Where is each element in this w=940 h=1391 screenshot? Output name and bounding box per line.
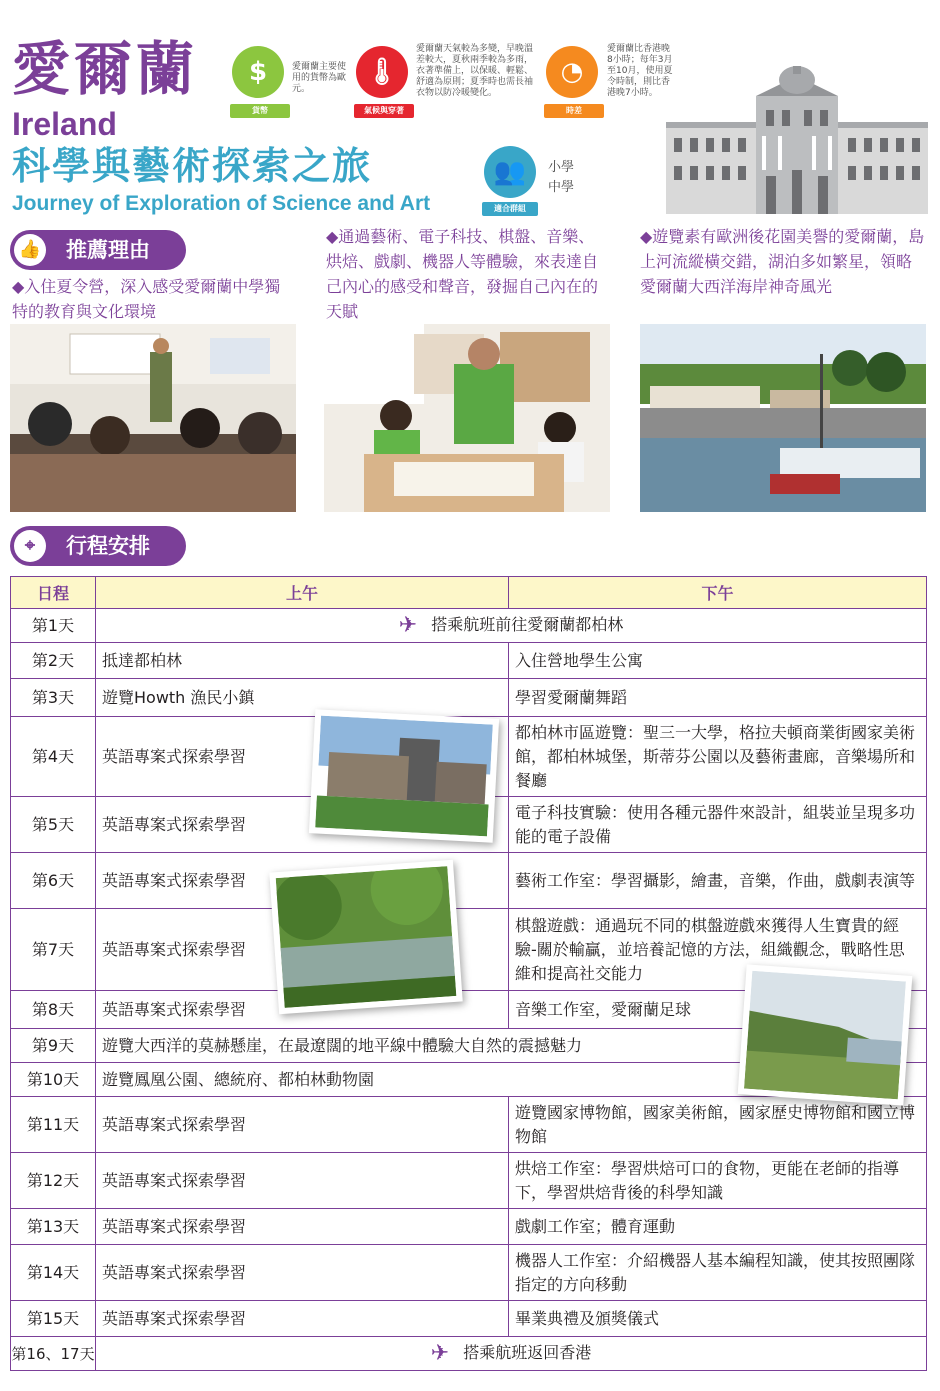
people-clock-icon: 👥 [484,146,536,198]
pm-cell: 機器人工作室：介紹機器人基本編程知識，使其按照團隊指定的方向移動 [509,1245,927,1301]
table-row [11,643,927,679]
classroom-photo [10,324,296,512]
am-cell: 英語專案式探索學習 [96,1209,509,1245]
table-header-row [11,577,927,609]
globe-clock-icon: ◔ [546,46,598,98]
pm-cell: 畢業典禮及頒獎儀式 [509,1301,927,1337]
table-row [11,1245,927,1301]
am-cell: 英語專案式探索學習 [96,1153,509,1209]
am-cell: 英語專案式探索學習 [96,1097,509,1153]
day-cell: 第4天 [11,717,96,797]
timezone-text: 愛爾蘭比香港晚8小時；每年3月至10月，使用夏令時制，則比香港晚7小時。 [607,44,673,98]
table-row [11,609,927,643]
pm-cell: 音樂工作室，愛爾蘭足球 [509,991,927,1029]
reason-text: ◆通過藝術、電子科技、棋盤、音樂、烘焙、戲劇、機器人等體驗，來表達自己內心的感受和聲音，發掘自己內在的天賦 [326,227,599,321]
day-cell: 第8天 [11,991,96,1029]
am-cell: 英語專案式探索學習 [96,1301,509,1337]
climate-text: 愛爾蘭天氣較為多變，早晚溫差較大，夏秋兩季較為多雨，衣著準備上，以保暖、輕鬆、舒適為原則；夏季時也需長袖衣物以防冷暖變化。 [416,44,534,98]
audience-level: 中學 [548,180,575,195]
day-cell: 第7天 [11,909,96,991]
span-cell: 遊覽大西洋的莫赫懸崖，在最遼闊的地平線中體驗大自然的震撼魅力 [96,1029,927,1063]
day-cell: 第5天 [11,797,96,853]
pm-cell: 棋盤遊戲：通過玩不同的棋盤遊戲來獲得人生寶貴的經驗-關於輸贏，並培養記憶的方法，組織觀念，戰略性思維和提高社交能力 [509,909,927,991]
currency-text: 愛爾蘭主要使用的貨幣為歐元。 [292,62,347,94]
am-cell: 抵達都柏林 [96,643,509,679]
climate-tag: 氣候與穿著 [354,104,414,118]
building-illustration [666,66,928,216]
audience-level: 小學 [548,160,575,175]
day-cell: 第3天 [11,679,96,717]
pm-cell: 都柏林市區遊覽：聖三一大學，格拉夫頓商業街國家美術館，都柏林城堡，斯蒂芬公園以及藝術畫廊，音樂場所和餐廳 [509,717,927,797]
day-cell: 第2天 [11,643,96,679]
airplane-icon: ✈ [398,612,418,638]
table-row [11,1337,927,1371]
subtitle-en: Journey of Exploration of Science and Art [12,192,431,215]
am-cell: 英語專案式探索學習 [96,853,509,909]
day-cell: 第6天 [11,853,96,909]
am-cell: 英語專案式探索學習 [96,717,509,797]
flight-cell [96,609,927,643]
day-cell: 第16、17天 [11,1337,96,1371]
am-cell: 英語專案式探索學習 [96,797,509,853]
pm-cell: 電子科技實驗：使用各種元器件來設計，組裝並呈現多功能的電子設備 [509,797,927,853]
day-cell: 第9天 [11,1029,96,1063]
table-row [11,1209,927,1245]
park-photo [269,860,462,1014]
flight-cell [96,1337,927,1371]
day-cell: 第11天 [11,1097,96,1153]
flight-text: 搭乘航班返回香港 [463,1343,592,1363]
table-row [11,853,927,909]
column-header: 日程 [11,577,96,609]
pm-cell: 烘焙工作室：學習烘焙可口的食物，更能在老師的指導下，學習烘焙背後的科學知識 [509,1153,927,1209]
table-row [11,679,927,717]
title-zh: 愛爾蘭 [12,35,199,103]
day-cell: 第14天 [11,1245,96,1301]
pm-cell: 入住營地學生公寓 [509,643,927,679]
art-class-photo [324,324,610,512]
title-en: Ireland [12,106,117,142]
reason-text: ◆遊覽素有歐洲後花園美譽的愛爾蘭，島上河流縱橫交錯，湖泊多如繁星，領略愛爾蘭大西洋海岸神奇風光 [640,227,925,296]
day-cell: 第1天 [11,609,96,643]
timezone-tag: 時差 [544,104,604,118]
am-cell: 英語專案式探索學習 [96,909,509,991]
day-cell: 第10天 [11,1063,96,1097]
column-header: 上午 [96,577,509,609]
span-cell: 遊覽鳳凰公園、總統府、都柏林動物園 [96,1063,927,1097]
am-cell: 英語專案式探索學習 [96,1245,509,1301]
column-header: 下午 [509,577,927,609]
castle-photo [309,709,499,842]
pm-cell: 藝術工作室：學習攝影，繪畫，音樂，作曲，戲劇表演等 [509,853,927,909]
location-pin-icon: ⌖ [14,530,46,562]
pm-cell: 遊覽國家博物館，國家美術館，國家歷史博物館和國立博物館 [509,1097,927,1153]
pm-cell: 學習愛爾蘭舞蹈 [509,679,927,717]
am-cell: 遊覽Howth 漁民小鎮 [96,679,509,717]
audience-tag: 適合群組 [482,202,538,216]
thermometer-icon: 🌡 [356,46,408,98]
reasons-heading-label: 推薦理由 [66,238,150,262]
table-row [11,1301,927,1337]
subtitle-zh: 科學與藝術探索之旅 [12,144,373,188]
currency-tag: 貨幣 [230,104,290,118]
day-cell: 第15天 [11,1301,96,1337]
airplane-icon: ✈ [430,1340,450,1366]
pm-cell: 戲劇工作室；體育運動 [509,1209,927,1245]
currency-icon: $ [232,46,284,98]
cliffs-photo [738,964,913,1105]
day-cell: 第12天 [11,1153,96,1209]
schedule-heading-label: 行程安排 [66,534,150,558]
day-cell: 第13天 [11,1209,96,1245]
reason-text: ◆入住夏令營，深入感受愛爾蘭中學獨特的教育與文化環境 [12,277,281,321]
thumbs-up-icon: 👍 [14,234,46,266]
table-row [11,1097,927,1153]
schedule-heading [10,526,186,566]
reasons-heading [10,230,186,270]
harbour-photo [640,324,926,512]
flight-text: 搭乘航班前往愛爾蘭都柏林 [431,615,624,635]
table-row [11,1153,927,1209]
am-cell: 英語專案式探索學習 [96,991,509,1029]
